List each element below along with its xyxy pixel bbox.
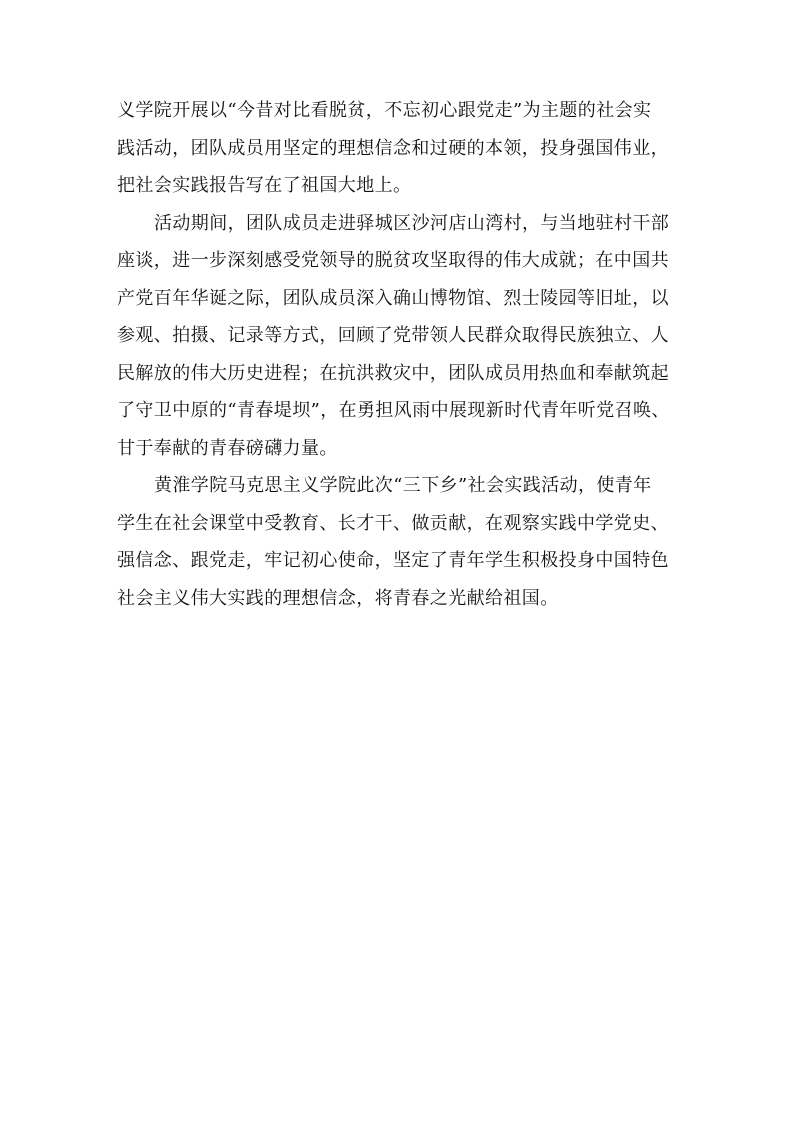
text-line: 座谈，进一步深刻感受党领导的脱贫攻坚取得的伟大成就；在中国共 xyxy=(117,250,669,271)
text-line: 活动期间，团队成员走进驿城区沙河店山湾村，与当地驻村干部 xyxy=(154,212,670,234)
text-line: 强信念、跟党走，牢记初心使命，坚定了青年学生积极投身中国特色 xyxy=(117,550,669,571)
document-body xyxy=(117,92,687,617)
text-line: 黄淮学院马克思主义学院此次“三下乡”社会实践活动，使青年 xyxy=(154,475,652,496)
paragraph-conclusion xyxy=(117,467,687,617)
text-line: 甘于奉献的青春磅礴力量。 xyxy=(117,437,338,459)
text-line: 学生在社会课堂中受教育、长才干、做贡献，在观察实践中学党史、 xyxy=(117,512,669,534)
text-line: 参观、拍摄、记录等方式，回顾了党带领人民群众取得民族独立、人 xyxy=(117,325,669,346)
text-line: 民解放的伟大历史进程；在抗洪救灾中，团队成员用热血和奉献筑起 xyxy=(117,362,669,384)
paragraph-activities xyxy=(117,205,687,468)
text-line: 了守卫中原的“青春堤坝”，在勇担风雨中展现新时代青年听党召唤、 xyxy=(117,400,670,421)
text-line: 义学院开展以“今昔对比看脱贫，不忘初心跟党走”为主题的社会实 xyxy=(117,100,652,121)
text-line: 产党百年华诞之际，团队成员深入确山博物馆、烈士陵园等旧址，以 xyxy=(117,287,669,309)
text-line: 践活动，团队成员用坚定的理想信念和过硬的本领，投身强国伟业， xyxy=(117,137,669,159)
text-line: 把社会实践报告写在了祖国大地上。 xyxy=(117,175,412,196)
paragraph-intro-continuation xyxy=(117,92,687,205)
text-line: 社会主义伟大实践的理想信念，将青春之光献给祖国。 xyxy=(117,587,559,609)
